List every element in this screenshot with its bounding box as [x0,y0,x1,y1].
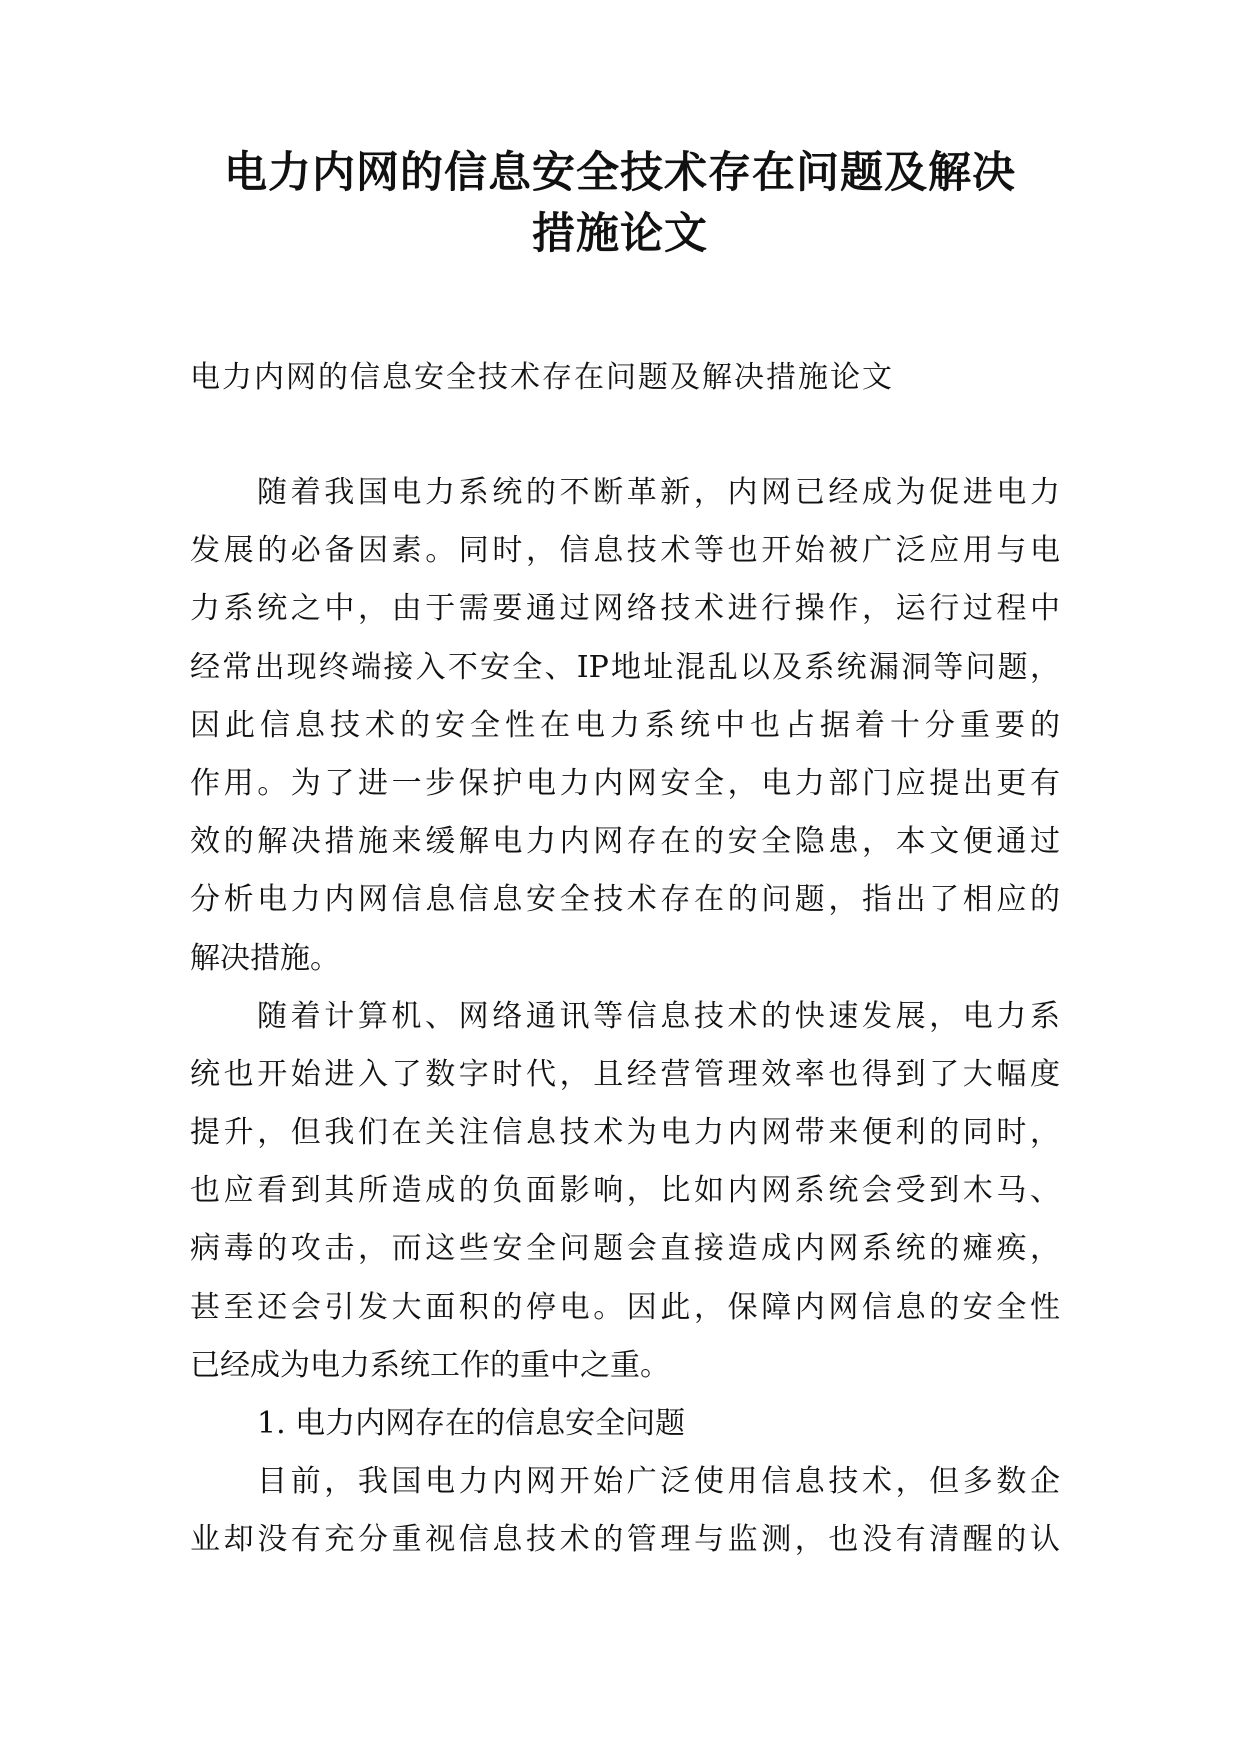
paragraph-line: 解决措施。 [190,940,340,976]
document-title [150,143,1090,265]
document-subtitle: 电力内网的信息安全技术存在问题及解决措施论文 [190,360,894,395]
paragraph-line: 统也开始进入了数字时代，且经营管理效率也得到了大幅度 [190,1056,1060,1092]
paragraph-line: 作用。为了进一步保护电力内网安全，电力部门应提出更有 [190,765,1060,801]
paragraph-line: 随着计算机、网络通讯等信息技术的快速发展，电力系 [257,998,1060,1034]
paragraph-line: 随着我国电力系统的不断革新，内网已经成为促进电力 [257,475,1060,510]
title-line: 电力内网的信息安全技术存在问题及解决 [224,148,1016,198]
paragraph-line: 已经成为电力系统工作的重中之重。 [190,1347,670,1383]
paragraph-line: 也应看到其所造成的负面影响，比如内网系统会受到木马、 [190,1173,1060,1209]
paragraph-line: 甚至还会引发大面积的停电。因此，保障内网信息的安全性 [190,1289,1060,1325]
section-heading: 1. 电力内网存在的信息安全问题 [257,1406,686,1441]
document-body [190,471,1060,1577]
paragraph-line: 业却没有充分重视信息技术的管理与监测，也没有清醒的认 [190,1522,1060,1558]
paragraph-line: 效的解决措施来缓解电力内网存在的安全隐患，本文便通过 [190,824,1060,860]
paragraph-line: 发展的必备因素。同时，信息技术等也开始被广泛应用与电 [190,533,1060,569]
title-line: 措施论文 [532,209,708,259]
paragraph-line: 目前，我国电力内网开始广泛使用信息技术，但多数企 [257,1464,1060,1500]
paragraph-line: 病毒的攻击，而这些安全问题会直接造成内网系统的瘫痪， [190,1231,1060,1267]
paragraph-line: 提升，但我们在关注信息技术为电力内网带来便利的同时， [190,1115,1060,1151]
paragraph-line: 经常出现终端接入不安全、IP地址混乱以及系统漏洞等问题， [190,649,1060,685]
paragraph-line: 因此信息技术的安全性在电力系统中也占据着十分重要的 [190,707,1060,743]
paragraph-line: 力系统之中，由于需要通过网络技术进行操作，运行过程中 [190,591,1060,627]
paragraph-line: 分析电力内网信息信息安全技术存在的问题，指出了相应的 [190,882,1060,918]
